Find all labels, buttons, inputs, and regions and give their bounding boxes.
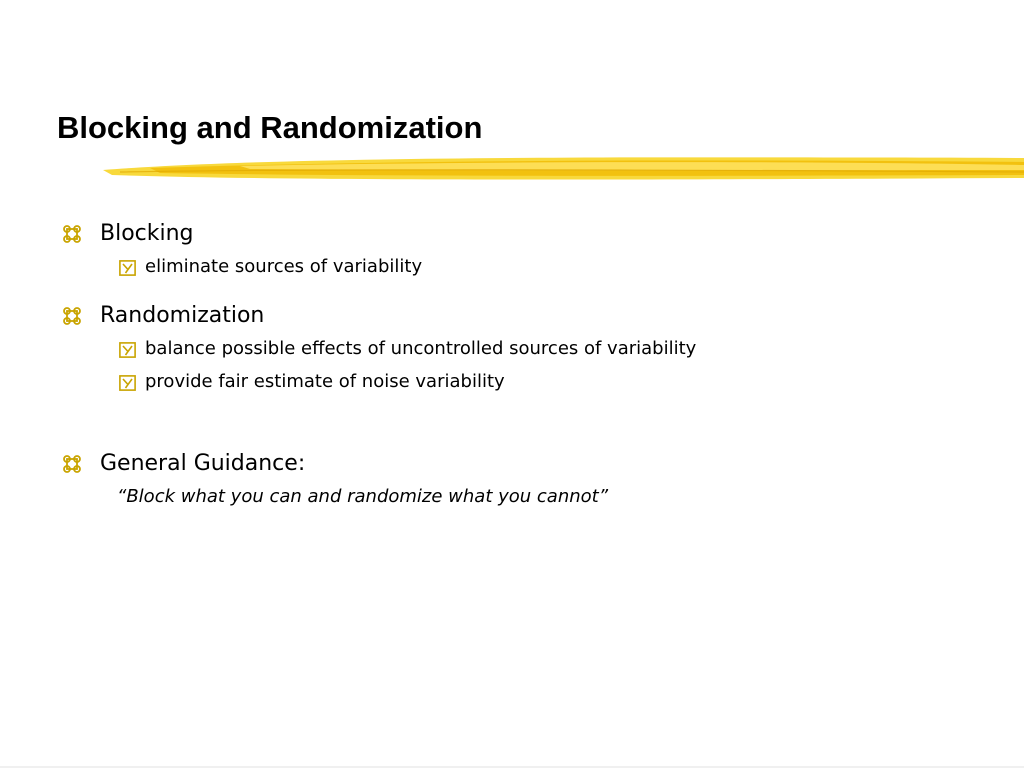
bullet-label: General Guidance:	[100, 451, 306, 476]
place-of-interest-icon	[62, 454, 82, 474]
sub-bullet-text: eliminate sources of variability	[145, 256, 423, 277]
brush-stroke-underline	[0, 148, 1024, 192]
box-y-icon	[119, 342, 136, 358]
bullet-randomization	[62, 301, 462, 331]
sub-bullet-balance	[119, 336, 819, 362]
bullet-label: Randomization	[100, 303, 265, 328]
box-y-icon	[119, 260, 136, 276]
place-of-interest-icon	[62, 224, 82, 244]
place-of-interest-icon	[62, 306, 82, 326]
sub-bullet-estimate	[119, 369, 679, 395]
bullet-blocking	[62, 219, 462, 249]
guidance-quote: “Block what you can and randomize what you cannot”	[117, 486, 609, 507]
bullet-label: Blocking	[100, 221, 194, 246]
sub-bullet-text: provide fair estimate of noise variability	[145, 371, 505, 392]
bullet-general-guidance	[62, 449, 462, 479]
box-y-icon	[119, 375, 136, 391]
sub-bullet-eliminate	[119, 254, 539, 280]
sub-bullet-text: balance possible effects of uncontrolled sources of variability	[145, 338, 697, 359]
slide-title: Blocking and Randomization	[57, 110, 483, 145]
